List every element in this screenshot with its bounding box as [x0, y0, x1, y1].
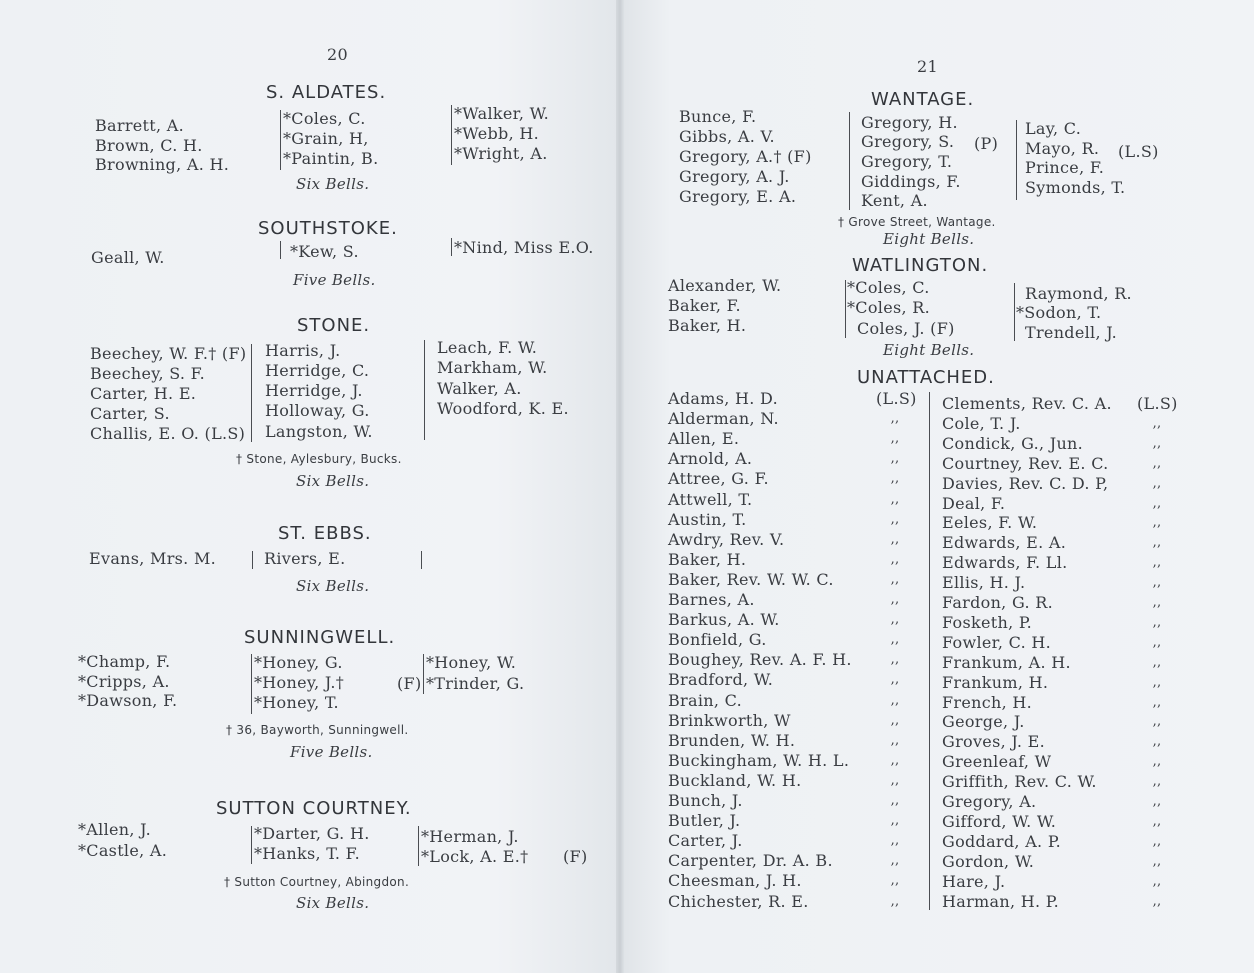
ditto-mark: ,, [890, 471, 900, 486]
entry: *Lock, A. E.† [421, 847, 529, 866]
unattached-entry: Buckland, W. H. [668, 771, 802, 790]
unattached-entry: Frankum, H. [942, 673, 1049, 692]
unattached-entry: Gifford, W. W. [942, 812, 1057, 831]
position-mark: (P) [974, 134, 999, 153]
entry: Mayo, R. [1025, 139, 1100, 158]
entry: Harris, J. [265, 341, 341, 360]
ditto-mark: ,, [890, 853, 900, 868]
section-title-southstoke: SOUTHSTOKE. [258, 218, 398, 239]
entry: *Coles, R. [847, 298, 930, 317]
entry: *Paintin, B. [283, 149, 379, 168]
unattached-entry: George, J. [942, 712, 1025, 731]
entry: Symonds, T. [1025, 178, 1126, 197]
unattached-entry: Condick, G., Jun. [942, 434, 1084, 453]
unattached-entry: Edwards, F. Ll. [942, 553, 1068, 572]
entry: Evans, Mrs. M. [89, 549, 217, 568]
ditto-mark: ,, [1152, 794, 1162, 809]
ditto-mark: ,, [1152, 754, 1162, 769]
entry: Walker, A. [437, 379, 522, 398]
entry: *Allen, J. [78, 820, 151, 839]
ditto-mark: ,, [890, 632, 900, 647]
ditto-mark: ,, [1152, 854, 1162, 869]
unattached-entry: Barkus, A. W. [668, 610, 780, 629]
unattached-entry: Boughey, Rev. A. F. H. [668, 650, 852, 669]
bells-note: Eight Bells. [883, 341, 975, 359]
unattached-entry: French, H. [942, 693, 1032, 712]
entry: *Walker, W. [454, 104, 549, 123]
unattached-entry: Awdry, Rev. V. [668, 530, 785, 549]
ditto-mark: ,, [1152, 595, 1162, 610]
ditto-mark: ,, [890, 873, 900, 888]
column-rule [252, 551, 253, 569]
entry: Gregory, E. A. [679, 187, 797, 206]
column-rule [424, 340, 425, 440]
unattached-entry: Austin, T. [668, 510, 747, 529]
entry: Prince, F. [1025, 158, 1105, 177]
unattached-entry: Barnes, A. [668, 590, 755, 609]
unattached-entry: Gregory, A. [942, 792, 1037, 811]
unattached-entry: Allen, E. [668, 429, 740, 448]
entry: Beechey, S. F. [90, 364, 205, 383]
entry: *Kew, S. [290, 242, 359, 261]
ditto-mark: ,, [1152, 874, 1162, 889]
entry: *Honey, G. [254, 653, 343, 672]
unattached-entry: Griffith, Rev. C. W. [942, 772, 1097, 791]
column-rule [280, 241, 281, 259]
unattached-entry: Deal, F. [942, 494, 1006, 513]
entry: *Dawson, F. [78, 691, 178, 710]
entry: Baker, F. [668, 296, 741, 315]
unattached-entry: Attwell, T. [668, 490, 753, 509]
entry: Rivers, E. [264, 549, 346, 568]
column-rule [251, 654, 252, 714]
unattached-entry: Edwards, E. A. [942, 533, 1067, 552]
footnote: † Grove Street, Wantage. [838, 215, 996, 229]
section-title-s-aldates: S. ALDATES. [266, 82, 387, 103]
entry: Bunce, F. [679, 107, 757, 126]
unattached-entry: Arnold, A. [668, 449, 753, 468]
entry: Herridge, C. [265, 361, 370, 380]
entry: *Grain, H, [283, 129, 369, 148]
ditto-mark: ,, [890, 793, 900, 808]
unattached-entry: Bonfield, G. [668, 630, 767, 649]
entry: Baker, H. [668, 316, 747, 335]
entry: Markham, W. [437, 358, 548, 377]
entry: Gregory, H. [861, 113, 958, 132]
unattached-entry: Cole, T. J. [942, 414, 1021, 433]
entry: Holloway, G. [265, 401, 370, 420]
column-rule [280, 110, 281, 170]
section-title-sutton-courtney: SUTTON COURTNEY. [216, 798, 412, 819]
unattached-entry: Baker, Rev. W. W. C. [668, 570, 834, 589]
entry: *Cripps, A. [78, 672, 170, 691]
ditto-mark: ,, [890, 733, 900, 748]
entry: *Herman, J. [421, 827, 519, 846]
column-rule [451, 238, 452, 256]
section-title-unattached: UNATTACHED. [857, 367, 995, 388]
ditto-mark: ,, [890, 451, 900, 466]
ditto-mark: ,, [890, 813, 900, 828]
entry: Gregory, A.† (F) [679, 147, 812, 166]
unattached-entry: Butler, J. [668, 811, 741, 830]
entry: Coles, J. (F) [857, 319, 955, 338]
section-title-watlington: WATLINGTON. [852, 255, 989, 276]
bells-note: Six Bells. [296, 577, 370, 595]
ditto-mark: ,, [1152, 456, 1162, 471]
unattached-entry: Fosketh, P. [942, 613, 1033, 632]
ditto-mark: ,, [890, 612, 900, 627]
footnote: † Sutton Courtney, Abingdon. [224, 875, 410, 889]
ditto-mark: ,, [1152, 675, 1162, 690]
section-title-wantage: WANTAGE. [871, 89, 975, 110]
ditto-mark: ,, [890, 833, 900, 848]
ditto-mark: ,, [1152, 774, 1162, 789]
entry: *Honey, J.† [254, 673, 345, 692]
unattached-entry: Brinkworth, W [668, 711, 791, 730]
ditto-mark: ,, [1152, 496, 1162, 511]
entry: *Coles, C. [847, 278, 930, 297]
entry: *Darter, G. H. [254, 824, 370, 843]
unattached-entry: Fowler, C. H. [942, 633, 1051, 652]
unattached-entry: Baker, H. [668, 550, 747, 569]
ditto-mark: ,, [1152, 814, 1162, 829]
unattached-entry: Courtney, Rev. E. C. [942, 454, 1109, 473]
unattached-entry: Carpenter, Dr. A. B. [668, 851, 833, 870]
unattached-entry: Chichester, R. E. [668, 892, 809, 911]
ditto-mark: ,, [890, 532, 900, 547]
bells-note: Six Bells. [296, 894, 370, 912]
column-rule [451, 105, 452, 165]
footnote: † 36, Bayworth, Sunningwell. [226, 723, 409, 737]
unattached-entry: Davies, Rev. C. D. P, [942, 474, 1109, 493]
entry: Alexander, W. [668, 276, 782, 295]
ditto-mark: ,, [1152, 734, 1162, 749]
page-number-right: 21 [917, 57, 938, 76]
ditto-mark: ,, [1152, 615, 1162, 630]
entry: *Honey, T. [254, 693, 339, 712]
ditto-mark: ,, [1152, 575, 1162, 590]
entry: *Wright, A. [454, 144, 548, 163]
entry: Carter, H. E. [90, 384, 197, 403]
ditto-mark: ,, [1152, 416, 1162, 431]
ditto-mark: ,, [1152, 515, 1162, 530]
column-rule [251, 344, 252, 442]
ditto-mark: ,, [1152, 555, 1162, 570]
unattached-entry: Harman, H. P. [942, 892, 1059, 911]
entry: Herridge, J. [265, 381, 363, 400]
unattached-entry: Brain, C. [668, 691, 742, 710]
unattached-entry: Clements, Rev. C. A. [942, 394, 1112, 413]
ditto-mark: ,, [1152, 695, 1162, 710]
ditto-mark: ,, [890, 652, 900, 667]
bells-note: Five Bells. [290, 743, 373, 761]
ditto-mark: ,, [1152, 894, 1162, 909]
entry: Gregory, T. [861, 152, 953, 171]
position-mark: (L.S) [1118, 142, 1159, 161]
entry: Langston, W. [265, 422, 373, 441]
footnote: † Stone, Aylesbury, Bucks. [236, 452, 402, 466]
column-rule [1016, 120, 1017, 200]
ditto-mark: ,, [890, 693, 900, 708]
column-rule [251, 826, 252, 864]
entry: Browning, A. H. [95, 155, 230, 174]
ditto-mark: ,, [1152, 834, 1162, 849]
ditto-mark: ,, [890, 431, 900, 446]
column-rule [849, 112, 850, 210]
ditto-mark: ,, [890, 552, 900, 567]
unattached-entry: Carter, J. [668, 831, 743, 850]
unattached-entry: Eeles, F. W. [942, 513, 1038, 532]
unattached-entry: Alderman, N. [668, 409, 779, 428]
ditto-mark: ,, [890, 592, 900, 607]
unattached-entry: Buckingham, W. H. L. [668, 751, 850, 770]
unattached-entry: Bunch, J. [668, 791, 743, 810]
unattached-entry: Greenleaf, W [942, 752, 1052, 771]
section-title-sunningwell: SUNNINGWELL. [244, 627, 396, 648]
ditto-mark: ,, [890, 713, 900, 728]
column-rule [929, 392, 930, 910]
ditto-mark: ,, [1152, 635, 1162, 650]
ditto-mark: ,, [1152, 655, 1162, 670]
entry: Trendell, J. [1025, 323, 1118, 342]
entry: Challis, E. O. (L.S) [90, 424, 246, 443]
unattached-entry: Frankum, A. H. [942, 653, 1071, 672]
entry: Woodford, K. E. [437, 399, 569, 418]
bells-note: Five Bells. [293, 271, 376, 289]
column-rule [1014, 283, 1015, 341]
entry: Kent, A. [861, 191, 928, 210]
ditto-mark: ,, [1152, 714, 1162, 729]
ditto-mark: ,, [890, 512, 900, 527]
entry: Brown, C. H. [95, 136, 203, 155]
bells-note: Six Bells. [296, 175, 370, 193]
entry: Geall, W. [91, 248, 165, 267]
entry: Carter, S. [90, 404, 170, 423]
bells-note: Six Bells. [296, 472, 370, 490]
entry: Raymond, R. [1025, 284, 1132, 303]
bells-note: Eight Bells. [883, 230, 975, 248]
ls-mark: (L.S) [876, 389, 917, 408]
unattached-entry: Groves, J. E. [942, 732, 1045, 751]
ditto-mark: ,, [890, 753, 900, 768]
column-rule [423, 654, 424, 694]
entry: *Trinder, G. [426, 674, 525, 693]
entry: Gregory, S. [861, 132, 955, 151]
unattached-entry: Brunden, W. H. [668, 731, 796, 750]
entry: *Webb, H. [454, 124, 540, 143]
ditto-mark: ,, [1152, 535, 1162, 550]
entry: Beechey, W. F.† (F) [90, 344, 247, 363]
entry: Barrett, A. [95, 116, 185, 135]
entry: Gibbs, A. V. [679, 127, 775, 146]
unattached-entry: Attree, G. F. [668, 469, 769, 488]
unattached-entry: Gordon, W. [942, 852, 1035, 871]
unattached-entry: Ellis, H. J. [942, 573, 1026, 592]
unattached-entry: Cheesman, J. H. [668, 871, 802, 890]
ls-mark: (L.S) [1137, 394, 1178, 413]
section-title-st-ebbs: ST. EBBS. [278, 523, 372, 544]
entry: *Nind, Miss E.O. [454, 238, 594, 257]
ditto-mark: ,, [890, 773, 900, 788]
entry: *Castle, A. [78, 841, 168, 860]
ditto-mark: ,, [890, 894, 900, 909]
founder-mark: (F) [563, 847, 588, 866]
entry: *Hanks, T. F. [254, 844, 360, 863]
ditto-mark: ,, [1152, 436, 1162, 451]
entry: Giddings, F. [861, 172, 961, 191]
entry: *Champ, F. [78, 652, 171, 671]
ditto-mark: ,, [890, 411, 900, 426]
founder-mark: (F) [397, 674, 422, 693]
entry: Lay, C. [1025, 119, 1082, 138]
entry: Gregory, A. J. [679, 167, 790, 186]
unattached-entry: Fardon, G. R. [942, 593, 1053, 612]
book-gutter [616, 0, 624, 973]
unattached-entry: Adams, H. D. [668, 389, 778, 408]
ditto-mark: ,, [890, 672, 900, 687]
ditto-mark: ,, [1152, 476, 1162, 491]
column-rule [845, 280, 846, 338]
column-rule [421, 551, 422, 569]
ditto-mark: ,, [890, 492, 900, 507]
entry: *Honey, W. [426, 653, 517, 672]
page-number-left: 20 [327, 45, 348, 64]
unattached-entry: Goddard, A. P. [942, 832, 1062, 851]
column-rule [418, 826, 419, 866]
unattached-entry: Hare, J. [942, 872, 1006, 891]
entry: Leach, F. W. [437, 338, 538, 357]
entry: *Sodon, T. [1016, 303, 1102, 322]
section-title-stone: STONE. [297, 315, 371, 336]
entry: *Coles, C. [283, 109, 366, 128]
ditto-mark: ,, [890, 572, 900, 587]
unattached-entry: Bradford, W. [668, 670, 774, 689]
